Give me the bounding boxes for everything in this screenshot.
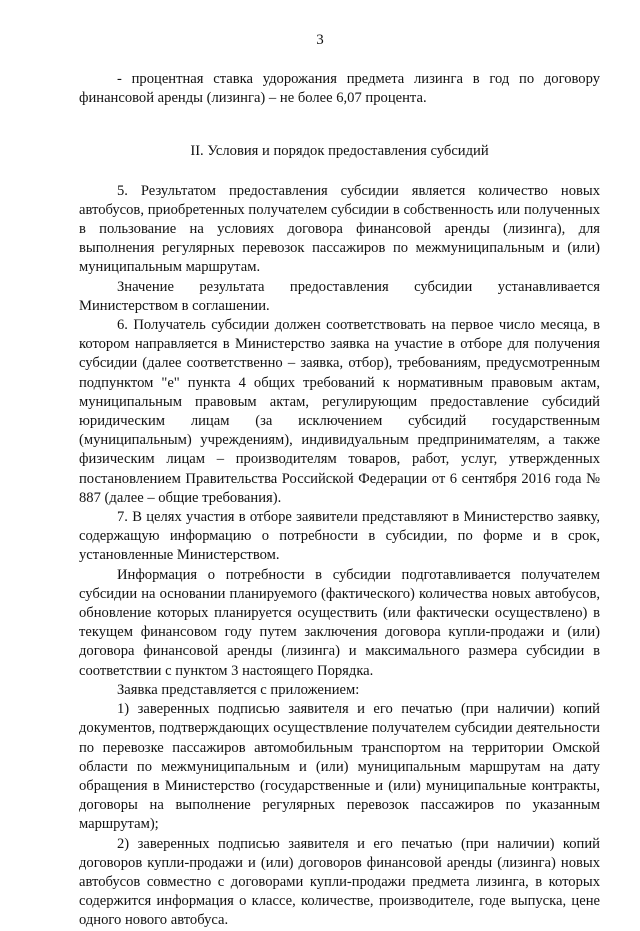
list-item-2-contracts: 2) заверенных подписью заявителя и его печатью (при наличии) копий договоров купли-продажи и (или) договоров финансовой аренды (лизинга) новых автобусов совместно с договорами купли-продажи предмета лизинга, в которых содержится информация о классе, количестве, производителе, годе выпуска, цене одного нового автобуса. bbox=[79, 835, 600, 929]
paragraph-result-value: Значение результата предоставления субсидии устанавливается Министерством в соглашении. bbox=[79, 278, 600, 314]
paragraph-6-requirements: 6. Получатель субсидии должен соответствовать на первое число месяца, в котором направляется в Министерство заявка на участие в отборе для получения субсидии (далее соответственно – заявка, отбор), требованиям, предусмотренным подпунктом "е" пункта 4 общих требований к нормативным правовым актам, муниципальным правовым актам, регулирующим предоставление субсидий юридическим лицам (за исключением субсидий государственным (муниципальным) учреждениям), индивидуальным предпринимателям, а также физическим лицам – производителям товаров, работ, услуг, утвержденных постановлением Правительства Российской Федерации от 6 сентября 2016 года № 887 (далее – общие требования). bbox=[79, 317, 600, 506]
page-number: 3 bbox=[316, 32, 324, 48]
list-item-1-documents: 1) заверенных подписью заявителя и его печатью (при наличии) копий документов, подтверждающих осуществление получателем субсидии деятельности по перевозке пассажиров автомобильным транспортом на территории Омской области по межмуниципальным и (или) муниципальным маршрутам на дату обращения в Министерство (государственные и (или) муниципальные контракты, договоры на выполнение регулярных перевозок пассажиров по указанным маршрутам); bbox=[79, 701, 600, 833]
section-heading: II. Условия и порядок предоставления субсидий bbox=[190, 143, 489, 160]
document-body bbox=[79, 70, 600, 931]
paragraph-5-result: 5. Результатом предоставления субсидии является количество новых автобусов, приобретенных получателем субсидии в собственность или полученных в пользование на условиях договора финансовой аренды (лизинга), для выполнения регулярных перевозок пассажиров по межмуниципальным и (или) муниципальным маршрутам. bbox=[79, 182, 600, 276]
paragraph-attachments-intro: Заявка представляется с приложением: bbox=[117, 681, 360, 698]
paragraph-demand-info: Информация о потребности в субсидии подготавливается получателем субсидии на основании планируемого (фактического) количества новых автобусов, обновление которых планируется осуществить (или фактически осуществлено) в текущем финансовом году путем заключения договора купли-продажи и (или) договора финансовой аренды (лизинга) и максимального размера субсидии в соответствии с пунктом 3 настоящего Порядка. bbox=[79, 566, 600, 679]
paragraph-7-application: 7. В целях участия в отборе заявители представляют в Министерство заявку, содержащую информацию о потребности в субсидии, по форме и в срок, установленные Министерством. bbox=[79, 509, 600, 564]
paragraph-interest-rate: - процентная ставка удорожания предмета лизинга в год по договору финансовой аренды (лизинга) – не более 6,07 процента. bbox=[79, 71, 600, 107]
